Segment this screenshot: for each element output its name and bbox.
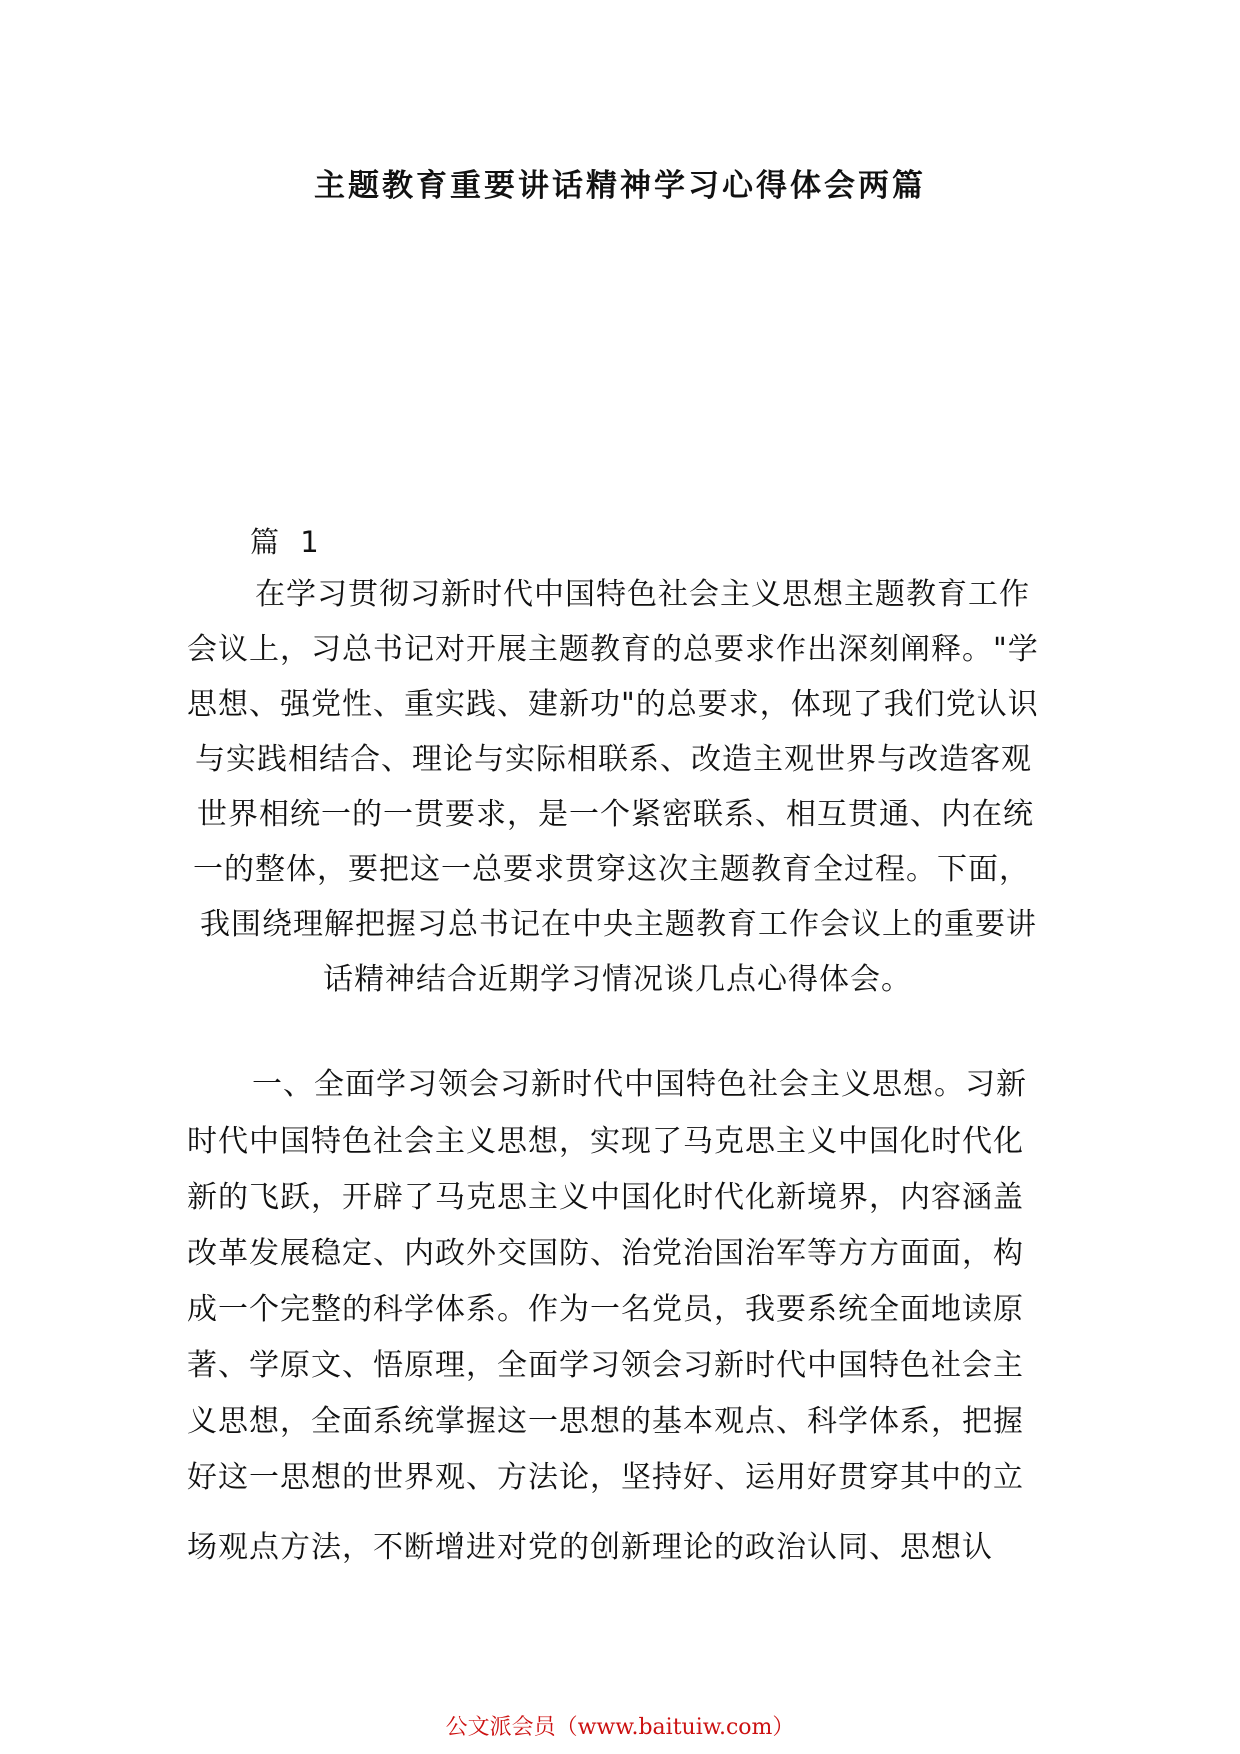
paragraph2-line: 好这一思想的世界观、方法论，坚持好、运用好贯穿其中的立 bbox=[187, 1460, 1024, 1495]
paragraph1-line: 世界相统一的一贯要求，是一个紧密联系、相互贯通、内在统 bbox=[197, 797, 1034, 832]
paragraph2-line: 改革发展稳定、内政外交国防、治党治国治军等方方面面，构 bbox=[187, 1236, 1024, 1271]
paragraph2-line: 一、全面学习领会习新时代中国特色社会主义思想。习新 bbox=[252, 1067, 1027, 1102]
paragraph2-line: 义思想，全面系统掌握这一思想的基本观点、科学体系，把握 bbox=[187, 1404, 1024, 1439]
paragraph1-line: 与实践相结合、理论与实际相联系、改造主观世界与改造客观 bbox=[195, 742, 1032, 777]
paragraph1-line: 会议上，习总书记对开展主题教育的总要求作出深刻阐释。"学 bbox=[187, 632, 1039, 667]
paragraph1-line: 在学习贯彻习新时代中国特色社会主义思想主题教育工作 bbox=[255, 577, 1030, 612]
paragraph2-line: 场观点方法，不断增进对党的创新理论的政治认同、思想认 bbox=[187, 1530, 993, 1565]
paragraph1-line: 话精神结合近期学习情况谈几点心得体会。 bbox=[323, 962, 912, 997]
paragraph1-line: 思想、强党性、重实践、建新功"的总要求，体现了我们党认识 bbox=[187, 687, 1039, 722]
paragraph1-line: 一的整体，要把这一总要求贯穿这次主题教育全过程。下面， bbox=[193, 852, 1030, 887]
paragraph2-line: 著、学原文、悟原理，全面学习领会习新时代中国特色社会主 bbox=[187, 1348, 1024, 1383]
document-title: 主题教育重要讲话精神学习心得体会两篇 bbox=[314, 168, 926, 204]
section-label: 篇 1 bbox=[250, 525, 325, 559]
paragraph2-line: 新的飞跃，开辟了马克思主义中国化时代化新境界，内容涵盖 bbox=[187, 1180, 1024, 1215]
watermark-footer: 公文派会员（www.baituiw.com） bbox=[445, 1715, 795, 1740]
paragraph1-line: 我围绕理解把握习总书记在中央主题教育工作会议上的重要讲 bbox=[200, 907, 1037, 942]
paragraph2-line: 时代中国特色社会主义思想，实现了马克思主义中国化时代化 bbox=[187, 1124, 1024, 1159]
paragraph2-line: 成一个完整的科学体系。作为一名党员，我要系统全面地读原 bbox=[187, 1292, 1024, 1327]
